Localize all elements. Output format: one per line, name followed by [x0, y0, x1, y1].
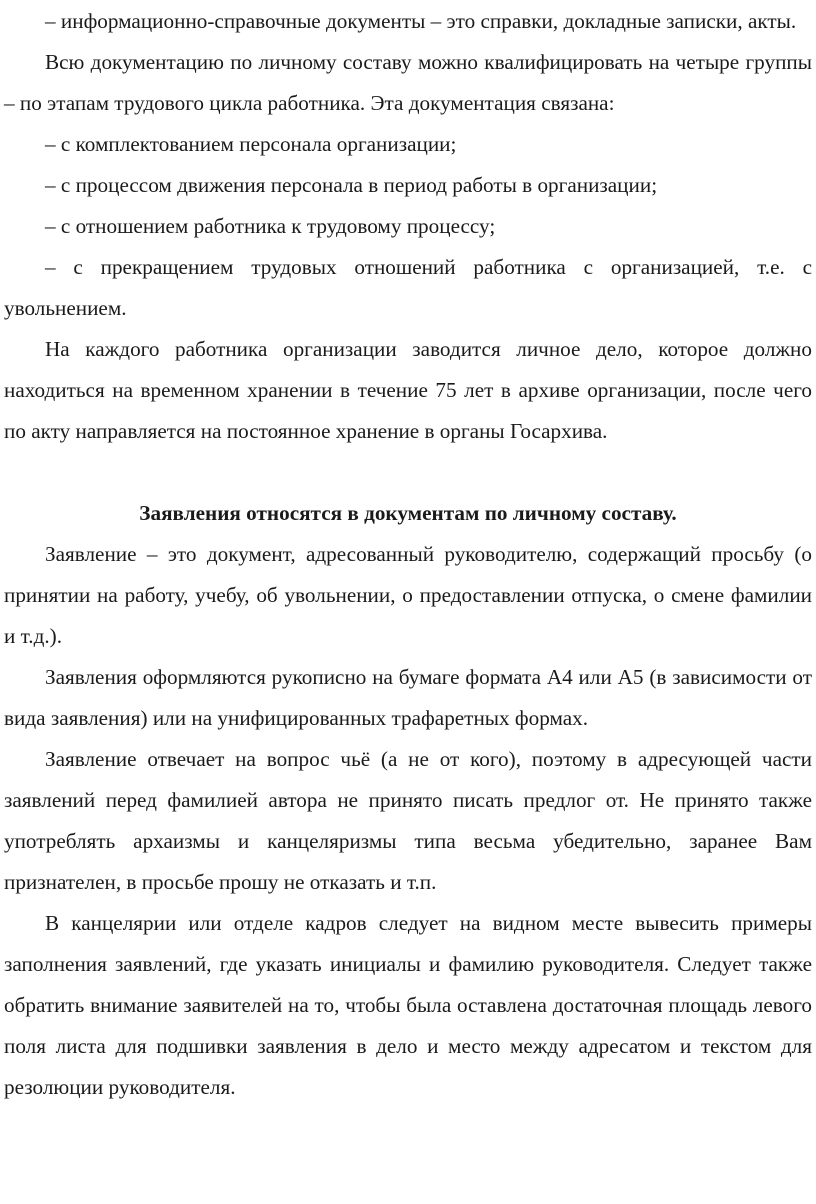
paragraph-application-style: Заявление отвечает на вопрос чьё (а не от кого), поэтому в адресующей части заявлений перед фамилией автора не принято писать предлог от. Не принято также употреблять архаизмы и канцеляризмы типа весьма убедительно, заранее Вам признателен, в просьбе прошу не отказать и т.п. [4, 747, 812, 894]
list-item-recruitment: – с комплектованием персонала организации; [45, 132, 457, 156]
paragraph-application-definition: Заявление – это документ, адресованный руководителю, содержащий просьбу (о принятии на работу, учебу, об увольнении, о предоставлении отпуска, о смене фамилии и т.д.). [4, 542, 812, 648]
list-item-attitude: – с отношением работника к трудовому процессу; [45, 214, 496, 238]
list-item-termination: – с прекращением трудовых отношений работника с организацией, т.е. с увольнением. [4, 255, 812, 320]
section-heading: Заявления относятся в документам по личному составу. [139, 501, 677, 525]
paragraph-application-format: Заявления оформляются рукописно на бумаге формата А4 или А5 (в зависимости от вида заявления) или на унифицированных трафаретных формах. [4, 665, 812, 730]
paragraph-application-samples: В канцелярии или отделе кадров следует на видном месте вывесить примеры заполнения заявлений, где указать инициалы и фамилию руководителя. Следует также обратить внимание заявителей на то, чтобы была оставлена достаточная площадь левого поля листа для подшивки заявления в дело и место между адресатом и текстом для резолюции руководителя. [4, 911, 812, 1099]
paragraph-info-docs: – информационно-справочные документы – это справки, докладные записки, акты. [45, 9, 797, 33]
list-item-movement: – с процессом движения персонала в период работы в организации; [45, 173, 658, 197]
paragraph-four-groups: Всю документацию по личному составу можно квалифицировать на четыре группы – по этапам трудового цикла работника. Эта документация связана: [4, 50, 812, 115]
paragraph-personal-file: На каждого работника организации заводится личное дело, которое должно находиться на временном хранении в течение 75 лет в архиве организации, после чего по акту направляется на постоянное хранение в органы Госархива. [4, 337, 812, 443]
